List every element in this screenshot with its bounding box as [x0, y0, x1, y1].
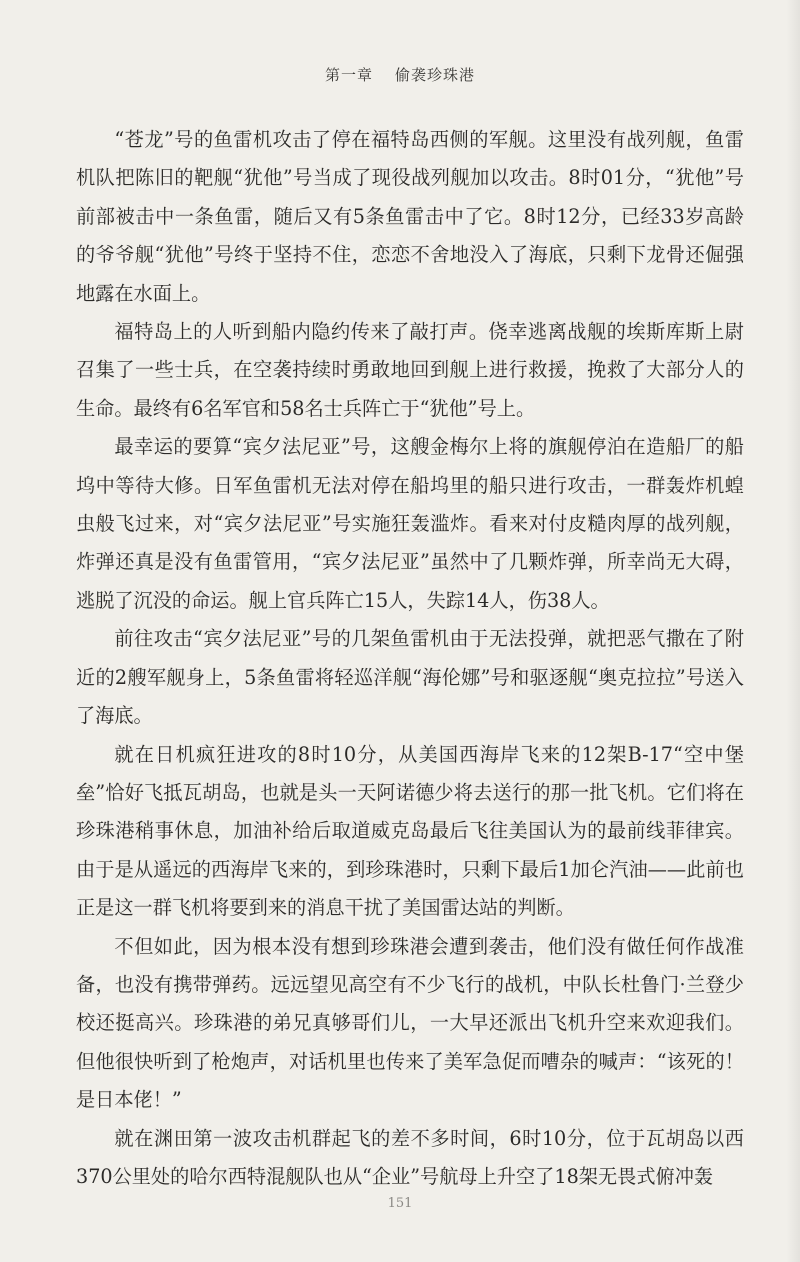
- paragraph: 就在日机疯狂进攻的8时10分，从美国西海岸飞来的12架B-17“空中堡垒”恰好飞抵瓦胡岛，也就是头一天阿诺德少将去送行的那一批飞机。它们将在珍珠港稍事休息，加油补给后取道威克岛最后飞往美国认为的最前线菲律宾。由于是从遥远的西海岸飞来的，到珍珠港时，只剩下最后1加仑汽油——此前也正是这一群飞机将要到来的消息干扰了美国雷达站的判断。: [76, 742, 744, 920]
- running-header: [0, 64, 800, 85]
- paragraph: 前往攻击“宾夕法尼亚”号的几架鱼雷机由于无法投弹，就把恶气撒在了附近的2艘军舰身上，5条鱼雷将轻巡洋舰“海伦娜”号和驱逐舰“奥克拉拉”号送入了海底。: [76, 627, 744, 728]
- page-number: 151: [387, 1196, 413, 1211]
- scan-edge-shadow: [786, 0, 800, 1262]
- chapter-number: 第一章: [324, 66, 373, 84]
- paragraph: 福特岛上的人听到船内隐约传来了敲打声。侥幸逃离战舰的埃斯库斯上尉召集了一些士兵，在空袭持续时勇敢地回到舰上进行救援，挽救了大部分人的生命。最终有6名军官和58名士兵阵亡于“犹他”号上。: [76, 320, 744, 420]
- body-text: [76, 121, 744, 1196]
- paragraph: 就在渊田第一波攻击机群起飞的差不多时间，6时10分，位于瓦胡岛以西370公里处的哈尔西特混舰队也从“企业”号航母上升空了18架无畏式俯冲轰: [76, 1126, 744, 1188]
- chapter-title: 偷袭珍珠港: [395, 66, 476, 84]
- paragraph: “苍龙”号的鱼雷机攻击了停在福特岛西侧的军舰。这里没有战列舰，鱼雷机队把陈旧的靶舰“犹他”号当成了现役战列舰加以攻击。8时01分，“犹他”号前部被击中一条鱼雷，随后又有5条鱼雷击中了它。8时12分，已经33岁高龄的爷爷舰“犹他”号终于坚持不住，恋恋不舍地没入了海底，只剩下龙骨还倔强地露在水面上。: [76, 128, 744, 305]
- paragraph: 不但如此，因为根本没有想到珍珠港会遭到袭击，他们没有做任何作战准备，也没有携带弹药。远远望见高空有不少飞行的战机，中队长杜鲁门·兰登少校还挺高兴。珍珠港的弟兄真够哥们儿，一大早还派出飞机升空来欢迎我们。但他很快听到了枪炮声，对话机里也传来了美军急促而嘈杂的喊声：“该死的！是日本佬！”: [76, 934, 744, 1112]
- paragraph: 最幸运的要算“宾夕法尼亚”号，这艘金梅尔上将的旗舰停泊在造船厂的船坞中等待大修。日军鱼雷机无法对停在船坞里的船只进行攻击，一群轰炸机蝗虫般飞过来，对“宾夕法尼亚”号实施狂轰滥炸。看来对付皮糙肉厚的战列舰，炸弹还真是没有鱼雷管用，“宾夕法尼亚”虽然中了几颗炸弹，所幸尚无大碍，逃脱了沉没的命运。舰上官兵阵亡15人，失踪14人，伤38人。: [76, 435, 744, 612]
